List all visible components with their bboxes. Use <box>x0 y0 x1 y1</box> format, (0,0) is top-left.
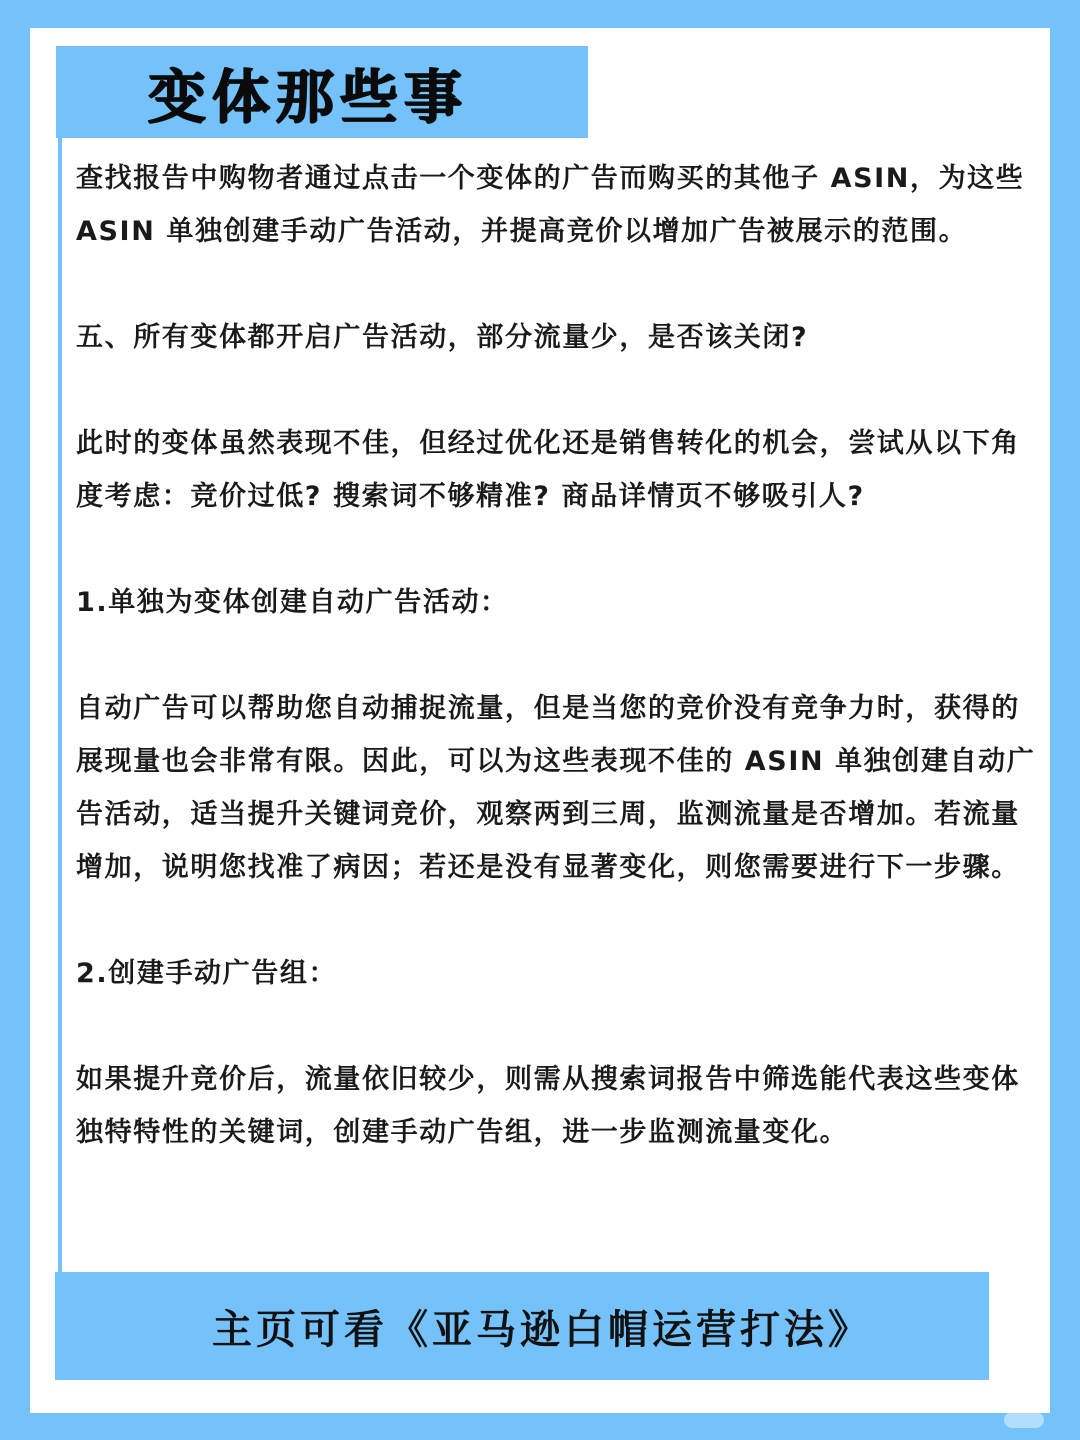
content-card <box>30 28 1050 1413</box>
paragraph-analysis: 此时的变体虽然表现不佳，但经过优化还是销售转化的机会，尝试从以下角度考虑：竞价过低? 搜索词不够精准? 商品详情页不够吸引人? <box>76 428 1020 512</box>
paragraph-gap <box>76 364 1036 417</box>
paragraph-auto-ads: 自动广告可以帮助您自动捕捉流量，但是当您的竞价没有竞争力时，获得的展现量也会非常有限。因此，可以为这些表现不佳的 ASIN 单独创建自动广告活动，适当提升关键词竞价，观察两到三周，监测流量是否增加。若流量增加，说明您找准了病因；若还是没有显著变化，则您需要进行下一步骤。 <box>76 693 1036 883</box>
footer-banner <box>55 1272 989 1380</box>
paragraph-gap <box>76 629 1036 682</box>
footer-callout: 主页可看《亚马逊白帽运营打法》 <box>212 1306 872 1353</box>
paragraph-gap <box>76 1000 1036 1053</box>
paragraph-manual-ads: 如果提升竞价后，流量依旧较少，则需从搜索词报告中筛选能代表这些变体独特特性的关键词，创建手动广告组，进一步监测流量变化。 <box>76 1064 1020 1148</box>
card-left-accent <box>58 138 62 1298</box>
section-heading-five: 五、所有变体都开启广告活动，部分流量少，是否该关闭? <box>76 322 809 353</box>
article-body <box>76 152 1036 1159</box>
paragraph-gap <box>76 258 1036 311</box>
page-title: 变体那些事 <box>148 63 469 131</box>
watermark-logo <box>1004 1412 1044 1428</box>
paragraph-intro: 查找报告中购物者通过点击一个变体的广告而购买的其他子 ASIN，为这些 ASIN 单独创建手动广告活动，并提高竞价以增加广告被展示的范围。 <box>76 163 1025 247</box>
paragraph-gap <box>76 894 1036 947</box>
title-banner <box>56 46 588 138</box>
paragraph-gap <box>76 523 1036 576</box>
step-heading-1: 1.单独为变体创建自动广告活动： <box>76 587 509 618</box>
step-heading-2: 2.创建手动广告组： <box>76 958 338 989</box>
